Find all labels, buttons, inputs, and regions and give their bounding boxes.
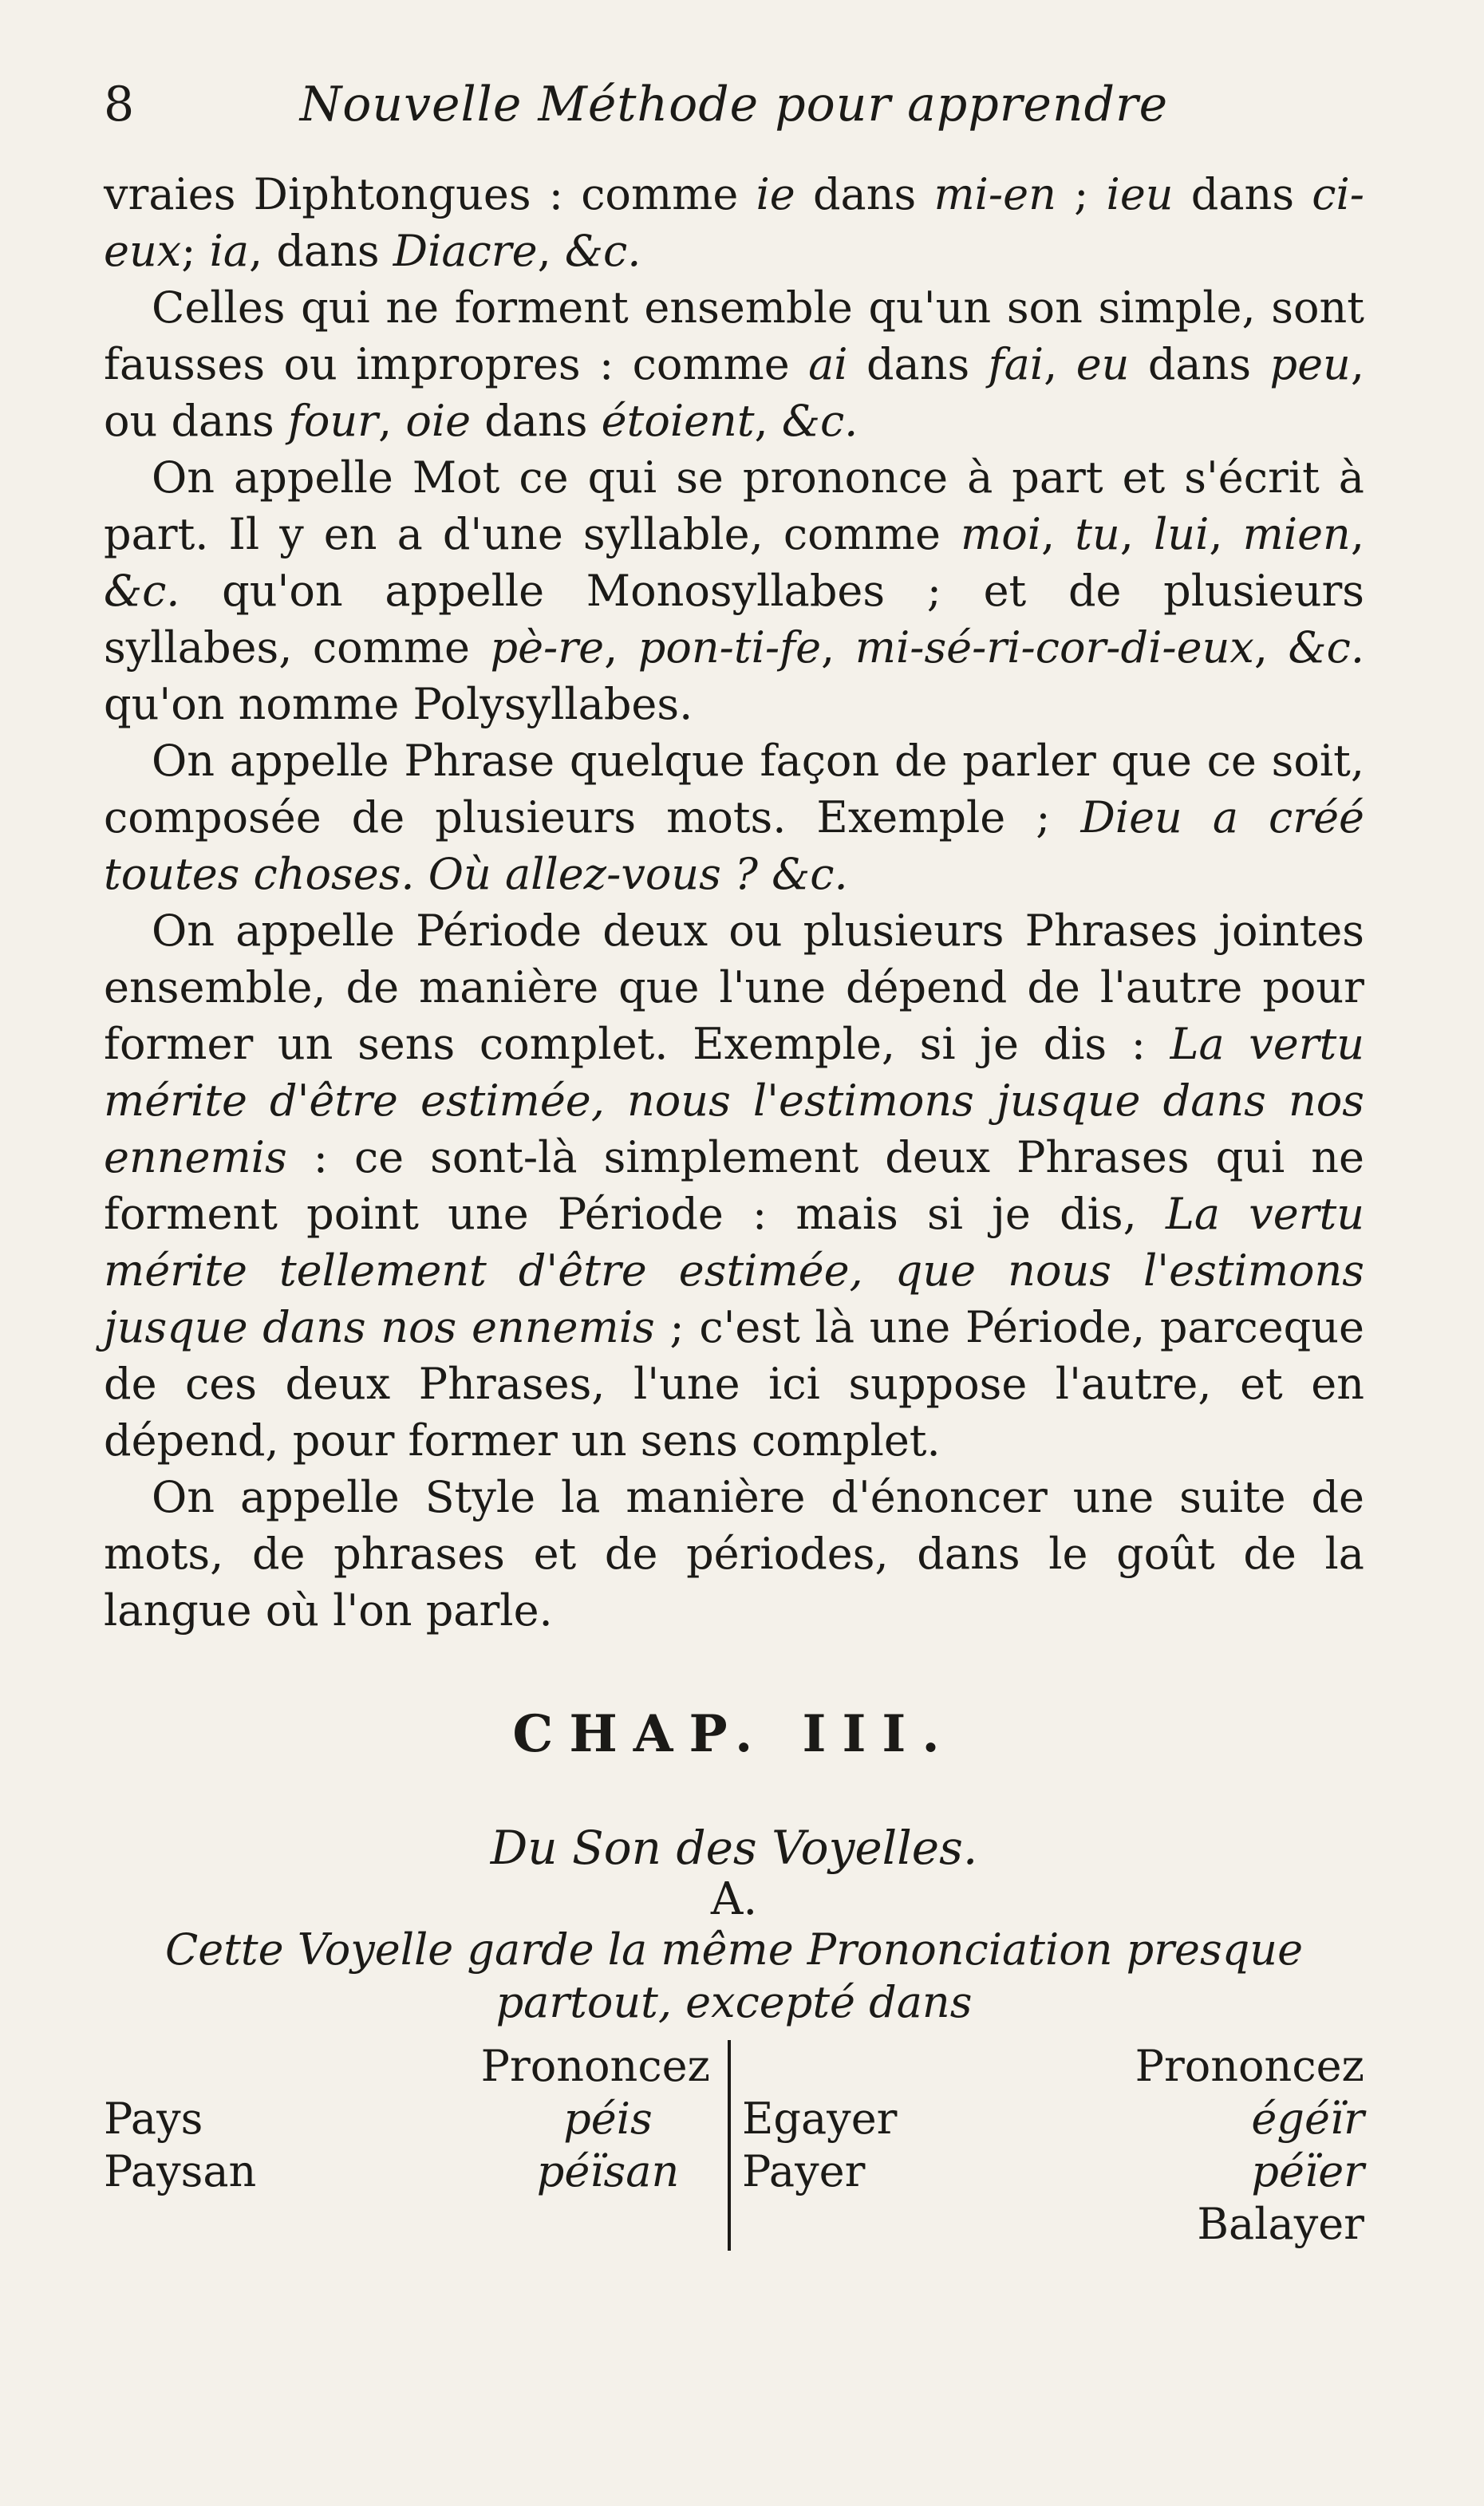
text-run: , xyxy=(604,622,638,673)
body-text xyxy=(104,166,1364,1639)
pronunciation: péïer xyxy=(1251,2146,1364,2196)
italic-text: &c. xyxy=(1288,622,1364,673)
column-header: Prononcez xyxy=(1135,2041,1364,2091)
text-run: On appelle Mot ce qui se prononce à part et s'écrit à part. Il y en a d'une syllable, comme xyxy=(104,452,1364,559)
pronunciation: égéïr xyxy=(1251,2094,1364,2144)
text-run: , dans xyxy=(249,226,393,276)
table-row xyxy=(742,2093,1364,2145)
paragraph xyxy=(104,166,1364,279)
column-header: Prononcez xyxy=(480,2041,710,2091)
italic-text: moi xyxy=(961,509,1042,559)
italic-text: tu xyxy=(1075,509,1120,559)
italic-text: ci-eux xyxy=(104,169,1365,276)
text-run: , xyxy=(377,396,406,446)
page-header xyxy=(104,77,1364,132)
italic-text: oie xyxy=(405,396,472,446)
text-run: , xyxy=(821,622,855,673)
italic-text: &c. xyxy=(564,226,641,276)
italic-text: ieu xyxy=(1106,169,1174,219)
italic-text: La vertu mérite d'être estimée, nous l'estimons jusque dans nos ennemis xyxy=(104,1019,1365,1182)
table-row xyxy=(742,2145,1364,2198)
word: Pays xyxy=(104,2094,203,2144)
italic-text: lui xyxy=(1154,509,1210,559)
continued-word: Balayer xyxy=(1197,2199,1364,2249)
italic-text: mi-en xyxy=(933,169,1056,219)
table-row xyxy=(104,2093,728,2145)
text-run: On appelle Phrase quelque façon de parler que ce soit, composée de plusieurs mots. Exemple ; xyxy=(104,736,1364,843)
chapter-heading: CHAP. III. xyxy=(512,1704,956,1764)
italic-text: eu xyxy=(1076,339,1130,389)
pronunciation-column-right xyxy=(728,2040,1364,2251)
italic-text: pè-re xyxy=(490,622,605,673)
italic-text: ie xyxy=(756,169,795,219)
text-run: Celles qui ne forment ensemble qu'un son simple, sont fausses ou impropres : comme xyxy=(104,282,1364,389)
text-run: dans xyxy=(847,339,989,389)
text-run: , xyxy=(1044,339,1076,389)
italic-text: four xyxy=(287,396,378,446)
text-run: On appelle Style la manière d'énoncer une suite de mots, de phrases et de périodes, dans le goût de la langue où l'on parle. xyxy=(104,1472,1364,1636)
table-row xyxy=(104,2145,728,2198)
text-run: ; xyxy=(1056,169,1107,219)
text-run: vraies Diphtongues : comme xyxy=(104,169,756,219)
italic-text: Diacre xyxy=(393,226,538,276)
paragraph xyxy=(104,902,1364,1469)
italic-text: fai xyxy=(988,339,1044,389)
page-number: 8 xyxy=(104,77,135,132)
italic-text: &c. xyxy=(781,396,858,446)
paragraph xyxy=(104,279,1364,449)
section-letter: A. xyxy=(710,1873,758,1925)
text-run: dans xyxy=(1129,339,1270,389)
paragraph xyxy=(104,732,1364,902)
text-run: qu'on nomme Polysyllabes. xyxy=(104,679,693,729)
text-run: : ce sont-là simplement deux Phrases qui ne forment point une Période : mais si je dis, xyxy=(104,1132,1364,1239)
text-run: , ou dans xyxy=(104,339,1364,446)
italic-text: Dieu a créé toutes choses. Où allez-vous ? &c. xyxy=(104,792,1365,899)
text-run: ; c'est là une Période, parceque de ces deux Phrases, l'une ici suppose l'autre, et en dépend, pour former un sens complet. xyxy=(104,1302,1364,1466)
text-run: , xyxy=(1119,509,1154,559)
text-run: , xyxy=(754,396,782,446)
italic-text: ai xyxy=(808,339,848,389)
paragraph xyxy=(104,449,1364,732)
chapter-subtitle: Du Son des Voyelles. xyxy=(490,1821,978,1875)
text-run: dans xyxy=(1173,169,1312,219)
italic-text: &c. xyxy=(104,566,180,616)
text-run: dans xyxy=(795,169,934,219)
text-run: qu'on appelle Monosyllabes ; et de plusieurs syllabes, comme xyxy=(104,566,1364,673)
text-run: , xyxy=(1041,509,1076,559)
text-run: , xyxy=(1350,509,1364,559)
pronunciation: péïsan xyxy=(536,2146,680,2196)
text-run: On appelle Période deux ou plusieurs Phrases jointes ensemble, de manière que l'une dépend de l'autre pour former un sens complet. Exemple, si je dis : xyxy=(104,906,1364,1069)
italic-text: étoient xyxy=(601,396,755,446)
text-run: ; xyxy=(181,226,210,276)
word: Payer xyxy=(742,2146,866,2196)
italic-text: ia xyxy=(209,226,250,276)
text-run: dans xyxy=(471,396,602,446)
pronunciation-column-left xyxy=(104,2040,728,2251)
word: Egayer xyxy=(742,2094,898,2144)
text-run: , xyxy=(537,226,565,276)
word: Paysan xyxy=(104,2146,257,2196)
italic-text: mien xyxy=(1242,509,1351,559)
italic-text: La vertu mérite tellement d'être estimée, que nous l'estimons jusque dans nos ennemis xyxy=(104,1189,1365,1352)
text-run: , xyxy=(1209,509,1243,559)
paragraph xyxy=(104,1469,1364,1639)
section-intro: Cette Voyelle garde la même Prononciation presque partout, excepté dans xyxy=(164,1924,1304,2027)
pronunciation: péis xyxy=(563,2094,653,2144)
italic-text: pon-ti-fe xyxy=(637,622,822,673)
italic-text: mi-sé-ri-cor-di-eux xyxy=(854,622,1254,673)
running-head: Nouvelle Méthode pour apprendre xyxy=(299,77,1169,132)
text-run: , xyxy=(1253,622,1289,673)
italic-text: peu xyxy=(1269,339,1351,389)
pronunciation-table xyxy=(104,2040,1364,2251)
